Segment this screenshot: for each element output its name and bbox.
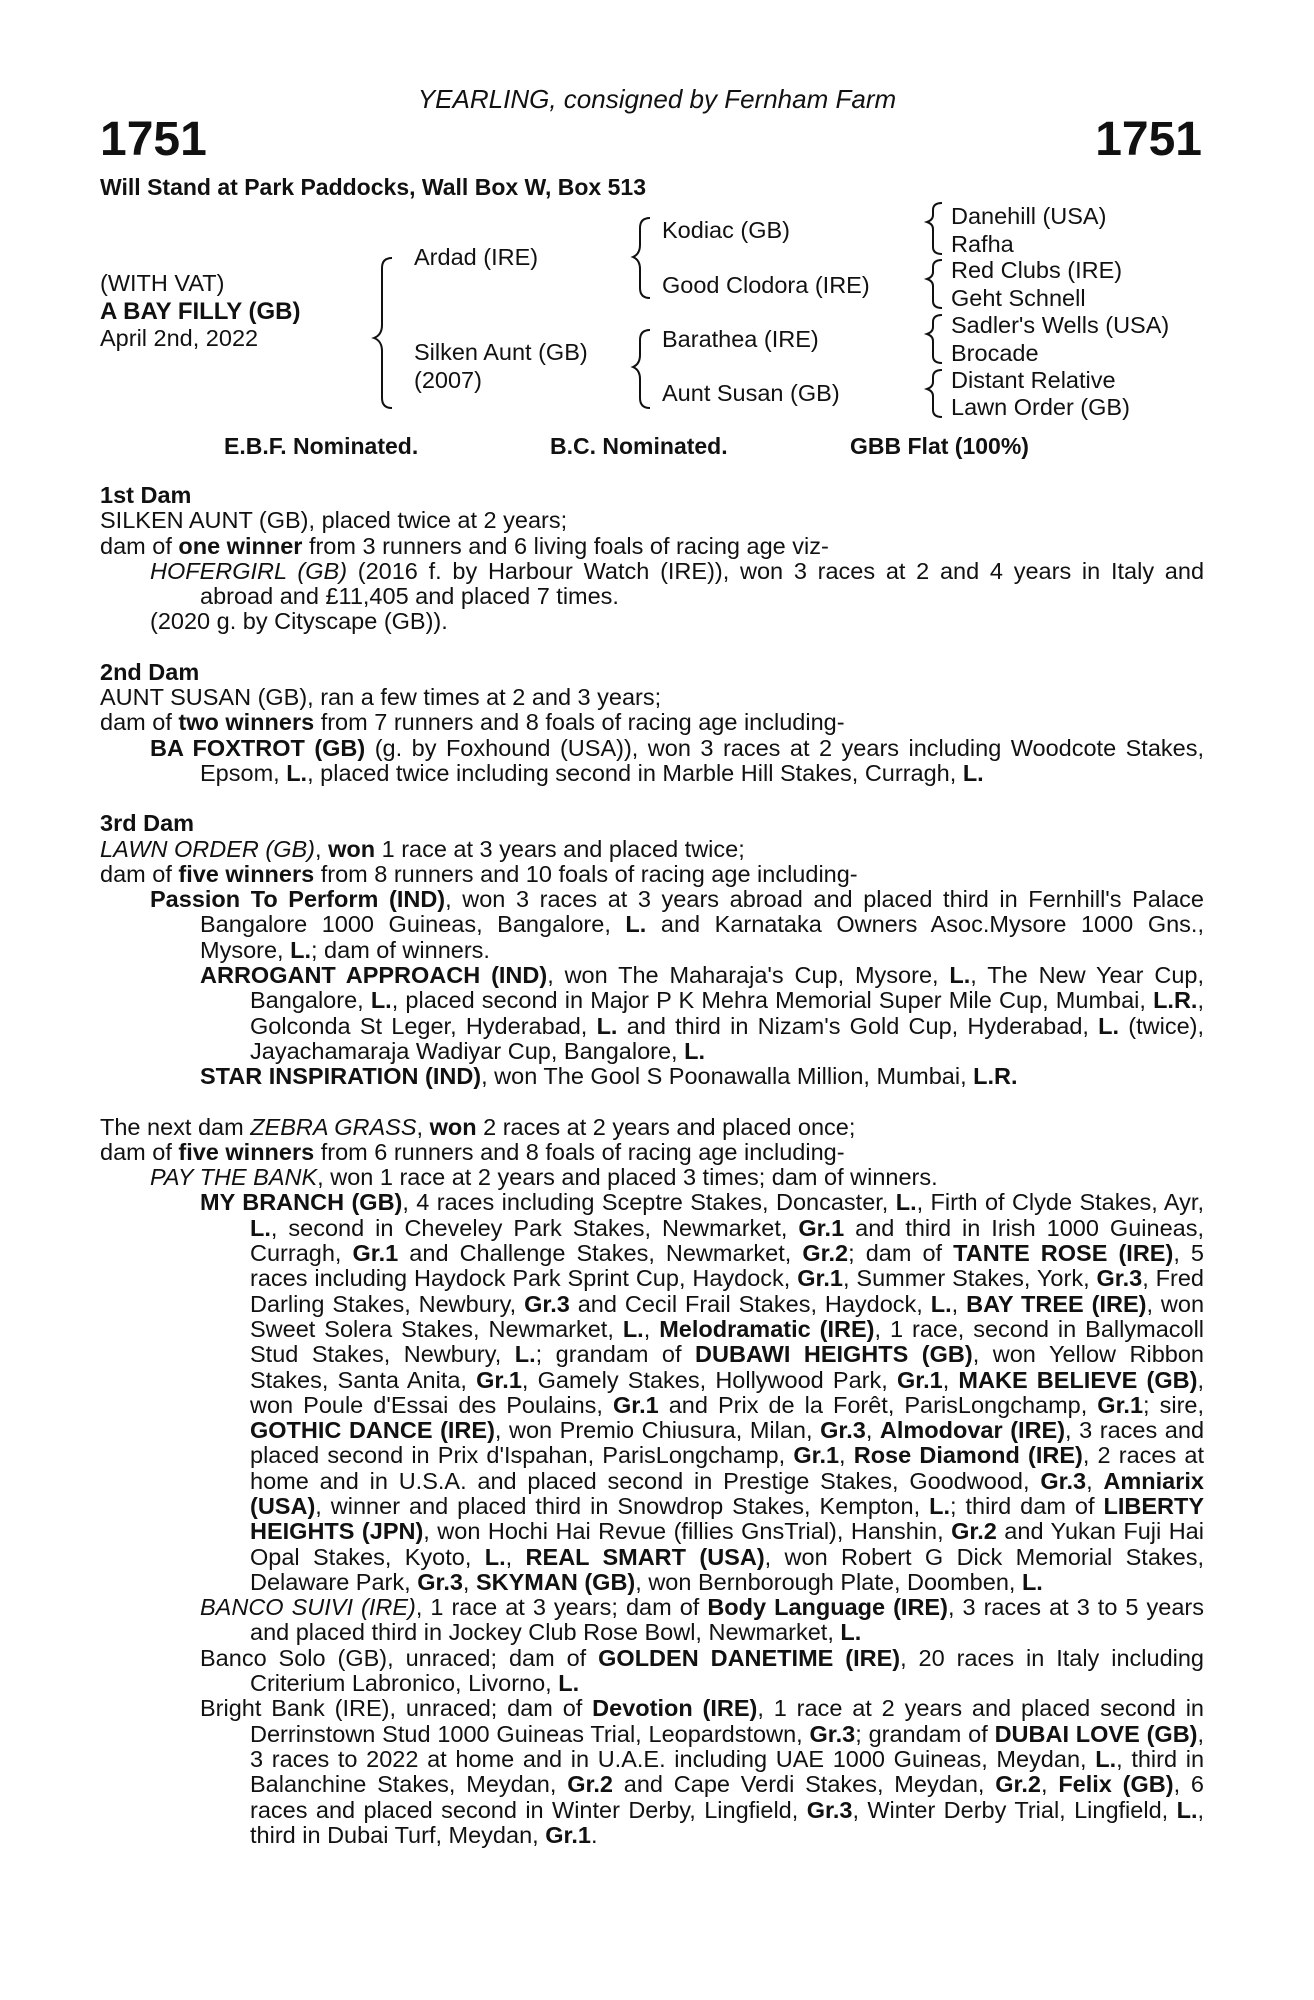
third-dam-text: LAWN ORDER (GB), won 1 race at 3 years and placed twice; dam of five winners from 8 runners and 10 foals of racing age including- Passion To Perform (IND), won 3 races at 3 years abroad and placed third in Fernhill's Palace Bangalore 1000 Guineas, Bangalore, L. and Karnataka Owners Asoc.Mysore 1000 Gns., Mysore, L.; dam of winners. ARROGANT APPROACH (IND), won The Maharaja's Cup, Mysore, L., The New Year Cup, Bangalore, L., placed second in Major P K Mehra Memorial Super Mile Cup, Mumbai, L.R., Golconda St Leger, Hyderabad, L. and third in Nizam's Gold Cup, Hyderabad, L. (twice), Jayachamaraja Wadiyar Cup, Bangalore, L. STAR INSPIRATION (IND), won The Gool S Poonawalla Million, Mumbai, L.R. (100, 835, 1205, 1090)
ped-dsd: Brocade (951, 340, 1039, 366)
second-dam-text: AUNT SUSAN (GB), ran a few times at 2 and 3 years; dam of two winners from 7 runners and 8 foals of racing age including- BA FOXTROT (GB) (g. by Foxhound (USA)), won 3 races at 2 years including Woodcote Stakes, Epsom, L., placed twice including second in Marble Hill Stakes, Curragh, L. (100, 684, 1205, 786)
horse-dob: April 2nd, 2022 (100, 325, 259, 351)
ped-sdd: Geht Schnell (951, 285, 1086, 311)
ped-sss: Danehill (USA) (951, 203, 1107, 229)
ebf-nomination: E.B.F. Nominated. (224, 433, 419, 459)
ped-dds: Distant Relative (951, 367, 1116, 393)
catalogue-body (100, 483, 1204, 1848)
section-heading-1st-dam: 1st Dam (100, 482, 192, 508)
dam-year: (2007) (414, 367, 482, 393)
bc-nomination: B.C. Nominated. (550, 433, 728, 459)
sale-subtitle: YEARLING, consigned by Fernham Farm (417, 84, 897, 114)
section-heading-2nd-dam: 2nd Dam (100, 658, 200, 685)
section-heading-3rd-dam: 3rd Dam (100, 810, 195, 837)
horse-name: A BAY FILLY (GB) (100, 298, 301, 325)
vat-note: (WITH VAT) (100, 270, 225, 296)
ped-ddd: Lawn Order (GB) (951, 394, 1130, 420)
dam-sire: Barathea (IRE) (662, 326, 819, 352)
sire: Ardad (IRE) (414, 244, 539, 270)
fourth-dam-text: The next dam ZEBRA GRASS, won 2 races at 2 years and placed once; dam of five winners from 6 runners and 8 foals of racing age including- PAY THE BANK, won 1 race at 2 years and placed 3 times; dam of winners. MY BRANCH (GB), 4 races including Sceptre Stakes, Doncaster, L., Firth of Clyde Stakes, Ayr, L., second in Cheveley Park Stakes, Newmarket, Gr.1 and third in Irish 1000 Guineas, Curragh, Gr.1 and Challenge Stakes, Newmarket, Gr.2; dam of TANTE ROSE (IRE), 5 races including Haydock Park Sprint Cup, Haydock, Gr.1, Summer Stakes, York, Gr.3, Fred Darling Stakes, Newbury, Gr.3 and Cecil Frail Stakes, Haydock, L., BAY TREE (IRE), won Sweet Solera Stakes, Newmarket, L., Melodramatic (IRE), 1 race, second in Ballymacoll Stud Stakes, Newbury, L.; grandam of DUBAWI HEIGHTS (GB), won Yellow Ribbon Stakes, Santa Anita, Gr.1, Gamely Stakes, Hollywood Park, Gr.1, MAKE BELIEVE (GB), won Poule d'Essai des Poulains, Gr.1 and Prix de la Forêt, ParisLongchamp, Gr.1; sire, GOTHIC DANCE (IRE), won Premio Chiusura, Milan, Gr.3, Almodovar (IRE), 3 races and placed second in Prix d'Ispahan, ParisLongchamp, Gr.1, Rose Diamond (IRE), 2 races at home and in U.S.A. and placed second in Prestige Stakes, Goodwood, Gr.3, Amniarix (USA), winner and placed third in Snowdrop Stakes, Kempton, L.; third dam of LIBERTY HEIGHTS (JPN), won Hochi Hai Revue (fillies GnsTrial), Hanshin, Gr.2 and Yukan Fuji Hai Opal Stakes, Kyoto, L., REAL SMART (USA), won Robert G Dick Memorial Stakes, Delaware Park, Gr.3, SKYMAN (GB), won Bernborough Plate, Doomben, L. BANCO SUIVI (IRE), 1 race at 3 years; dam of Body Language (IRE), 3 races at 3 to 5 years and placed third in Jockey Club Rose Bowl, Newmarket, L. Banco Solo (GB), unraced; dam of GOLDEN DANETIME (IRE), 20 races in Italy including Criterium Labronico, Livorno, L. Bright Bank (IRE), unraced; dam of Devotion (IRE), 1 race at 2 years and placed second in Derrinstown Stud 1000 Guineas Trial, Leopardstown, Gr.3; grandam of DUBAI LOVE (GB), 3 races to 2022 at home and in U.A.E. including UAE 1000 Guineas, Meydan, L., third in Balanchine Stakes, Meydan, Gr.2 and Cape Verdi Stakes, Meydan, Gr.2, Felix (GB), 6 races and placed second in Winter Derby, Lingfield, Gr.3, Winter Derby Trial, Lingfield, L., third in Dubai Turf, Meydan, Gr.1. (100, 1113, 1205, 1848)
gbb-flat: GBB Flat (100%) (850, 433, 1029, 459)
stand-location: Will Stand at Park Paddocks, Wall Box W, Box 513 (100, 174, 646, 200)
dam: Silken Aunt (GB) (414, 339, 588, 365)
lot-number-left: 1751 (100, 113, 207, 166)
pedigree-brackets (0, 0, 1314, 440)
lot-number-right: 1751 (1095, 113, 1202, 166)
ped-dss: Sadler's Wells (USA) (951, 312, 1170, 338)
ped-sds: Red Clubs (IRE) (951, 257, 1123, 283)
sire-sire: Kodiac (GB) (662, 217, 790, 243)
ped-ssd: Rafha (951, 231, 1014, 257)
sire-dam: Good Clodora (IRE) (662, 272, 870, 298)
first-dam-text: SILKEN AUNT (GB), placed twice at 2 years; dam of one winner from 3 runners and 6 living foals of racing age viz- HOFERGIRL (GB) (2016 f. by Harbour Watch (IRE)), won 3 races at 2 and 4 years in Italy and abroad and £11,405 and placed 7 times. (2020 g. by Cityscape (GB)). (100, 507, 1205, 635)
dam-dam: Aunt Susan (GB) (662, 380, 840, 406)
